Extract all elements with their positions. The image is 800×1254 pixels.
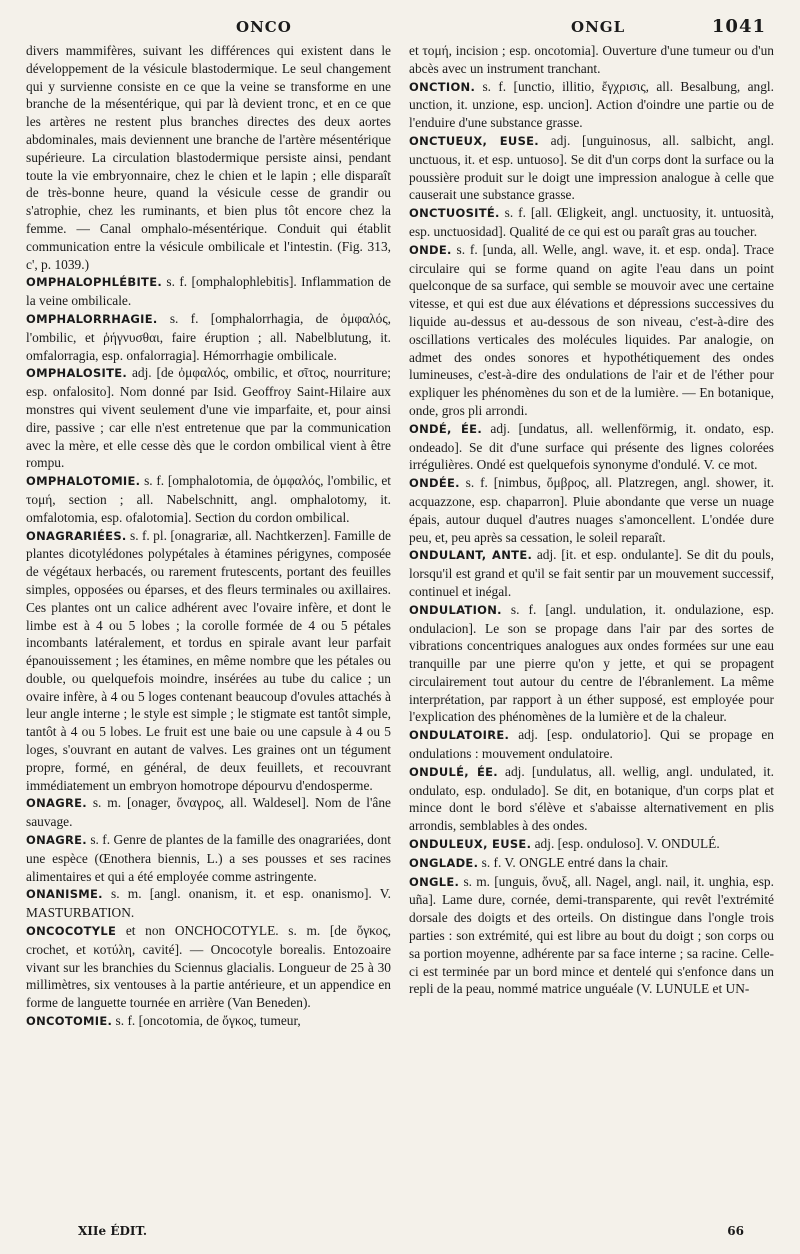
dictionary-entry — [26, 273, 391, 310]
page-footer — [26, 1224, 774, 1244]
entry-headword: ONDULEUX, EUSE. — [409, 837, 532, 852]
left-column — [26, 42, 391, 1212]
dictionary-entry — [409, 241, 774, 420]
entry-text: s. f. pl. [onagrariæ, all. Nachtkerzen]. Famille de plantes dicotylédones polypétales à étamines périgynes, composée de végétaux herbacés, ou rarement frutescents, portant des feuilles simples, opposées ou éparses, et des fleurs terminales ou axillaires. Ces plantes ont un calice adhérent avec l'ovaire infère, et dont le limbe est à 4 ou 5 lobes ; la corolle formée de 4 ou 5 pétales incombants latéralement, et tordus en spirale avant leur parfait épanouissement ; les étamines, en même nombre que les pétales ou double, ou quelquefois moindre, insérées au tube du calice ; un ovaire infère, à 4 ou 5 loges contenant beaucoup d'ovules attachés à leur angle interne ; le style est simple ; le stigmate est tantôt simple, tantôt à 4 ou 5 lobes. Le fruit est une baie ou une capsule à 4 ou 5 loges, s'ouvrant en autant de valves. Les graines ont un tégument propre, formé, en général, de deux feuillets, et recouvrant immédiatement un embryon homotrope dépourvu d'endosperme. — [26, 527, 391, 793]
dictionary-entry — [26, 310, 391, 364]
entry-text: adj. [esp. onduloso]. V. ONDULÉ. — [534, 836, 720, 852]
entry-text: s. m. [onager, ὄναγρος, all. Waldesel]. Nom de l'âne sauvage. — [26, 795, 391, 830]
entry-text: s. f. [oncotomia, de ὄγκος, tumeur, — [115, 1013, 301, 1029]
header-left-guide-word: ONCO — [236, 18, 292, 36]
entry-text: s. f. Genre de plantes de la famille des onagrariées, dont une espèce (Œnothera biennis, L.) a ses pousses et ses racines alimentaires et qui a été employée comme astringente. — [26, 832, 391, 884]
entry-text: s. m. [unguis, ὄνυξ, all. Nagel, angl. nail, it. unghia, esp. uña]. Lame dure, cornée, demi-transparente, qui revêt l'extrémité dorsale des doigts et des orteils. On distingue dans l'ongle trois parties : son extrémité, qui est libre au bout du doigt ; son corps ou sa portion moyenne, adhérente par sa face interne ; sa racine. Celle-ci est terminée par un bord mince et dentelé qui s'enfonce dans un repli de la peau, nommé matrice unguéale (V. LUNULE et UN- — [409, 873, 774, 997]
entry-text: divers mammifères, suivant les différences qui existent dans le développement de la vésicule blastodermique. Le seul changement qui y survienne consiste en ce que la veine se transforme en une branche de la mésentérique, qui par là devient tronc, et en ce que les artères ne restent plus branches directes des deux aortes abdominales, mais deviennent une branche de l'artère mésentérique supérieure. La circulation blastodermique persiste ainsi, pendant toute la vie embryonnaire, chez le chien et le lapin ; elle disparaît de très-bonne heure, quand la vésicule cesse de grandir ou s'atrophie, chez les ruminants, et bien plus tôt encore chez la femme. — Canal omphalo-mésentérique. Conduit qui établit communication entre la vésicule ombilicale et l'intestin. (Fig. 313, c', p. 1039.) — [26, 43, 391, 272]
dictionary-entry — [409, 763, 774, 835]
dictionary-entry — [26, 472, 391, 526]
signature-mark: 66 — [727, 1224, 744, 1238]
right-column — [409, 42, 774, 1212]
entry-headword: OMPHALORRHAGIE. — [26, 311, 158, 326]
entry-headword: ONDÉ, ÉE. — [409, 421, 483, 436]
entry-headword: ONGLADE. — [409, 855, 479, 870]
entry-text: adj. [undatus, all. wellenförmig, it. ondato, esp. ondeado]. Se dit d'une surface qui présente des lignes colorées irrégulières. Ondé est quelquefois synonyme d'ondulé. V. ce mot. — [409, 420, 774, 473]
entry-headword: OMPHALOTOMIE. — [26, 474, 141, 489]
entry-headword: ONDE. — [409, 242, 452, 257]
entry-text: s. m. [angl. onanism, it. et esp. onanismo]. V. MASTURBATION. — [26, 886, 391, 921]
entry-headword: ONDULATION. — [409, 602, 502, 617]
header-right-guide-word: ONGL — [571, 18, 626, 36]
entry-headword: ONCTUEUX, EUSE. — [409, 133, 539, 148]
dictionary-entry — [409, 726, 774, 763]
entry-text: et τομή, incision ; esp. oncotomia]. Ouverture d'une tumeur ou d'un abcès avec un instrument tranchant. — [409, 43, 774, 76]
entry-headword: ONCOCOTYLE — [26, 924, 117, 939]
entry-headword: ONCTUOSITÉ. — [409, 206, 500, 221]
entry-headword: ONCTION. — [409, 79, 476, 94]
entry-text: adj. [esp. ondulatorio]. Qui se propage en ondulations : mouvement ondulatoire. — [409, 727, 774, 762]
dictionary-entry — [26, 1012, 391, 1031]
entry-headword: ONANISME. — [26, 887, 103, 902]
dictionary-entry — [409, 854, 774, 873]
entry-headword: ONGLE. — [409, 874, 460, 889]
dictionary-entry — [409, 42, 774, 78]
entry-headword: ONAGRE. — [26, 796, 87, 811]
dictionary-entry — [26, 527, 391, 795]
entry-text: et non ONCHOCOTYLE. s. m. [de ὄγκος, crochet, et κοτύλη, cavité]. — Oncocotyle borealis. Entozoaire vivant sur les branchies du Sciennus glacialis. Longueur de 25 à 30 millimètres, six ventouses à la partie antérieure, et un appendice en forme de languette tournée en arrière (Van Beneden). — [26, 923, 391, 1011]
entry-text: s. f. [unda, all. Welle, angl. wave, it. et esp. onda]. Trace circulaire qui se forme quand on agite l'eau dans un point quelconque de sa surface, qui semble se mouvoir avec une certaine vitesse, et qui est due aux élévations et dépressions successives du liquide au-dessus et au-dessous de son niveau, c'est-à-dire des oscillations verticales des molécules liquides. Par analogie, on admet des ondes sonores et hypothétiquement des ondes lumineuses, c'est-à-dire des ondulations de l'air et de l'éther pour expliquer les phénomènes du son et de la lumière. — En botanique, onde, gros pli arrondi. — [409, 241, 774, 418]
dictionary-entry — [409, 546, 774, 600]
entry-text: s. f. [angl. undulation, it. ondulazione, esp. ondulacion]. Le son se propage dans l'air par des sortes de vibrations concentriques analogues aux ondes formées sur une eau tranquille par une pierre qu'on y jette, et qui se propagent circulairement tout autour du centre de l'ébranlement. La même interprétation, par rapport à un éther supposé, est employée pour l'explication des phénomènes de la lumière et de la chaleur. — [409, 601, 774, 725]
entry-headword: OMPHALOSITE. — [26, 366, 128, 381]
entry-headword: ONDULATOIRE. — [409, 728, 510, 743]
dictionary-entry — [409, 873, 774, 999]
dictionary-entry — [26, 922, 391, 1012]
entry-headword: ONAGRARIÉES. — [26, 528, 127, 543]
entry-text: adj. [it. et esp. ondulante]. Se dit du pouls, lorsqu'il est grand et qu'il se fait sentir par un mouvement successif, continuel et inégal. — [409, 547, 774, 599]
dictionary-entry — [26, 42, 391, 273]
entry-headword: ONDULANT, ANTE. — [409, 548, 533, 563]
dictionary-entry — [26, 885, 391, 922]
entry-text: s. f. V. ONGLE entré dans la chair. — [481, 854, 669, 870]
entry-text: adj. [unguinosus, all. salbicht, angl. unctuous, it. et esp. untuoso]. Se dit d'un corps dont la surface ou la poussière produit sur le doigt une impression analogue à celle que causerait une substance grasse. — [409, 132, 774, 203]
dictionary-entry — [409, 835, 774, 854]
entry-headword: ONAGRE. — [26, 833, 87, 848]
dictionary-entry — [26, 794, 391, 831]
entry-headword: ONCOTOMIE. — [26, 1014, 113, 1029]
dictionary-entry — [409, 420, 774, 474]
dictionary-entry — [409, 601, 774, 727]
dictionary-entry — [26, 364, 391, 472]
entry-text: s. f. [nimbus, ὄμβρος, all. Platzregen, angl. shower, it. acquazzone, esp. chaparron]. Pluie abondante que verse un nuage épais, autour duquel d'autres nuages s'amoncellent. L'ondée dure peu, et, peu après sa cessation, le soleil reparaît. — [409, 475, 774, 545]
entry-headword: OMPHALOPHLÉBITE. — [26, 275, 163, 290]
entry-text: adj. [de ὀμφαλός, ombilic, et σῖτος, nourriture; esp. onfalosito]. Nom donné par Isid. Geoffroy Saint-Hilaire aux monstres qui vivent seulement d'une vie imparfaite, et, pour ainsi dire, passive ; car elle n'est entretenue que par la communication avec la mère, et elle cesse dès que le cordon ombilical vient à être rompu. — [26, 365, 391, 471]
entry-text: s. f. [omphalophlebitis]. Inflammation de la veine ombilicale. — [26, 274, 391, 309]
dictionary-entry — [409, 474, 774, 546]
dictionary-entry — [409, 78, 774, 132]
entry-headword: ONDULÉ, ÉE. — [409, 764, 498, 779]
running-header — [26, 18, 774, 42]
entry-text: s. f. [all. Œligkeit, angl. unctuosity, it. untuosità, esp. unctuosidad]. Qualité de ce qui est ou paraît gras au toucher. — [409, 205, 774, 239]
dictionary-entry — [409, 132, 774, 204]
dictionary-entry — [409, 204, 774, 241]
edition-mark: XIIe ÉDIT. — [78, 1224, 148, 1238]
entry-text: s. f. [omphalotomia, de ὀμφαλός, l'ombilic, et τομή, section ; all. Nabelschnitt, angl. omphalotomy, it. omfalotomia, esp. ofalotomia]. Section du cordon ombilical. — [26, 473, 391, 525]
entry-text: adj. [undulatus, all. wellig, angl. undulated, it. ondulato, esp. ondulado]. Se dit, en botanique, d'un corps plat et mince dont le bord s'élève et s'abaisse alternativement en plis arrondis, semblables à des ondes. — [409, 763, 774, 834]
entry-text: s. f. [omphalorrhagia, de ὀμφαλός, l'ombilic, et ῥήγνυσθαι, faire éruption ; all. Nabelblutung, it. omfalorragia, esp. onfalorragia]. Hémorrhagie ombilicale. — [26, 310, 391, 363]
entry-text: s. f. [unctio, illitio, ἔγχρισις, all. Besalbung, angl. unction, it. unzione, esp. uncion]. Action d'oindre une partie ou de l'enduire d'une substance grasse. — [409, 78, 774, 131]
entry-headword: ONDÉE. — [409, 476, 460, 491]
dictionary-entry — [26, 831, 391, 885]
page-number: 1041 — [711, 16, 766, 37]
